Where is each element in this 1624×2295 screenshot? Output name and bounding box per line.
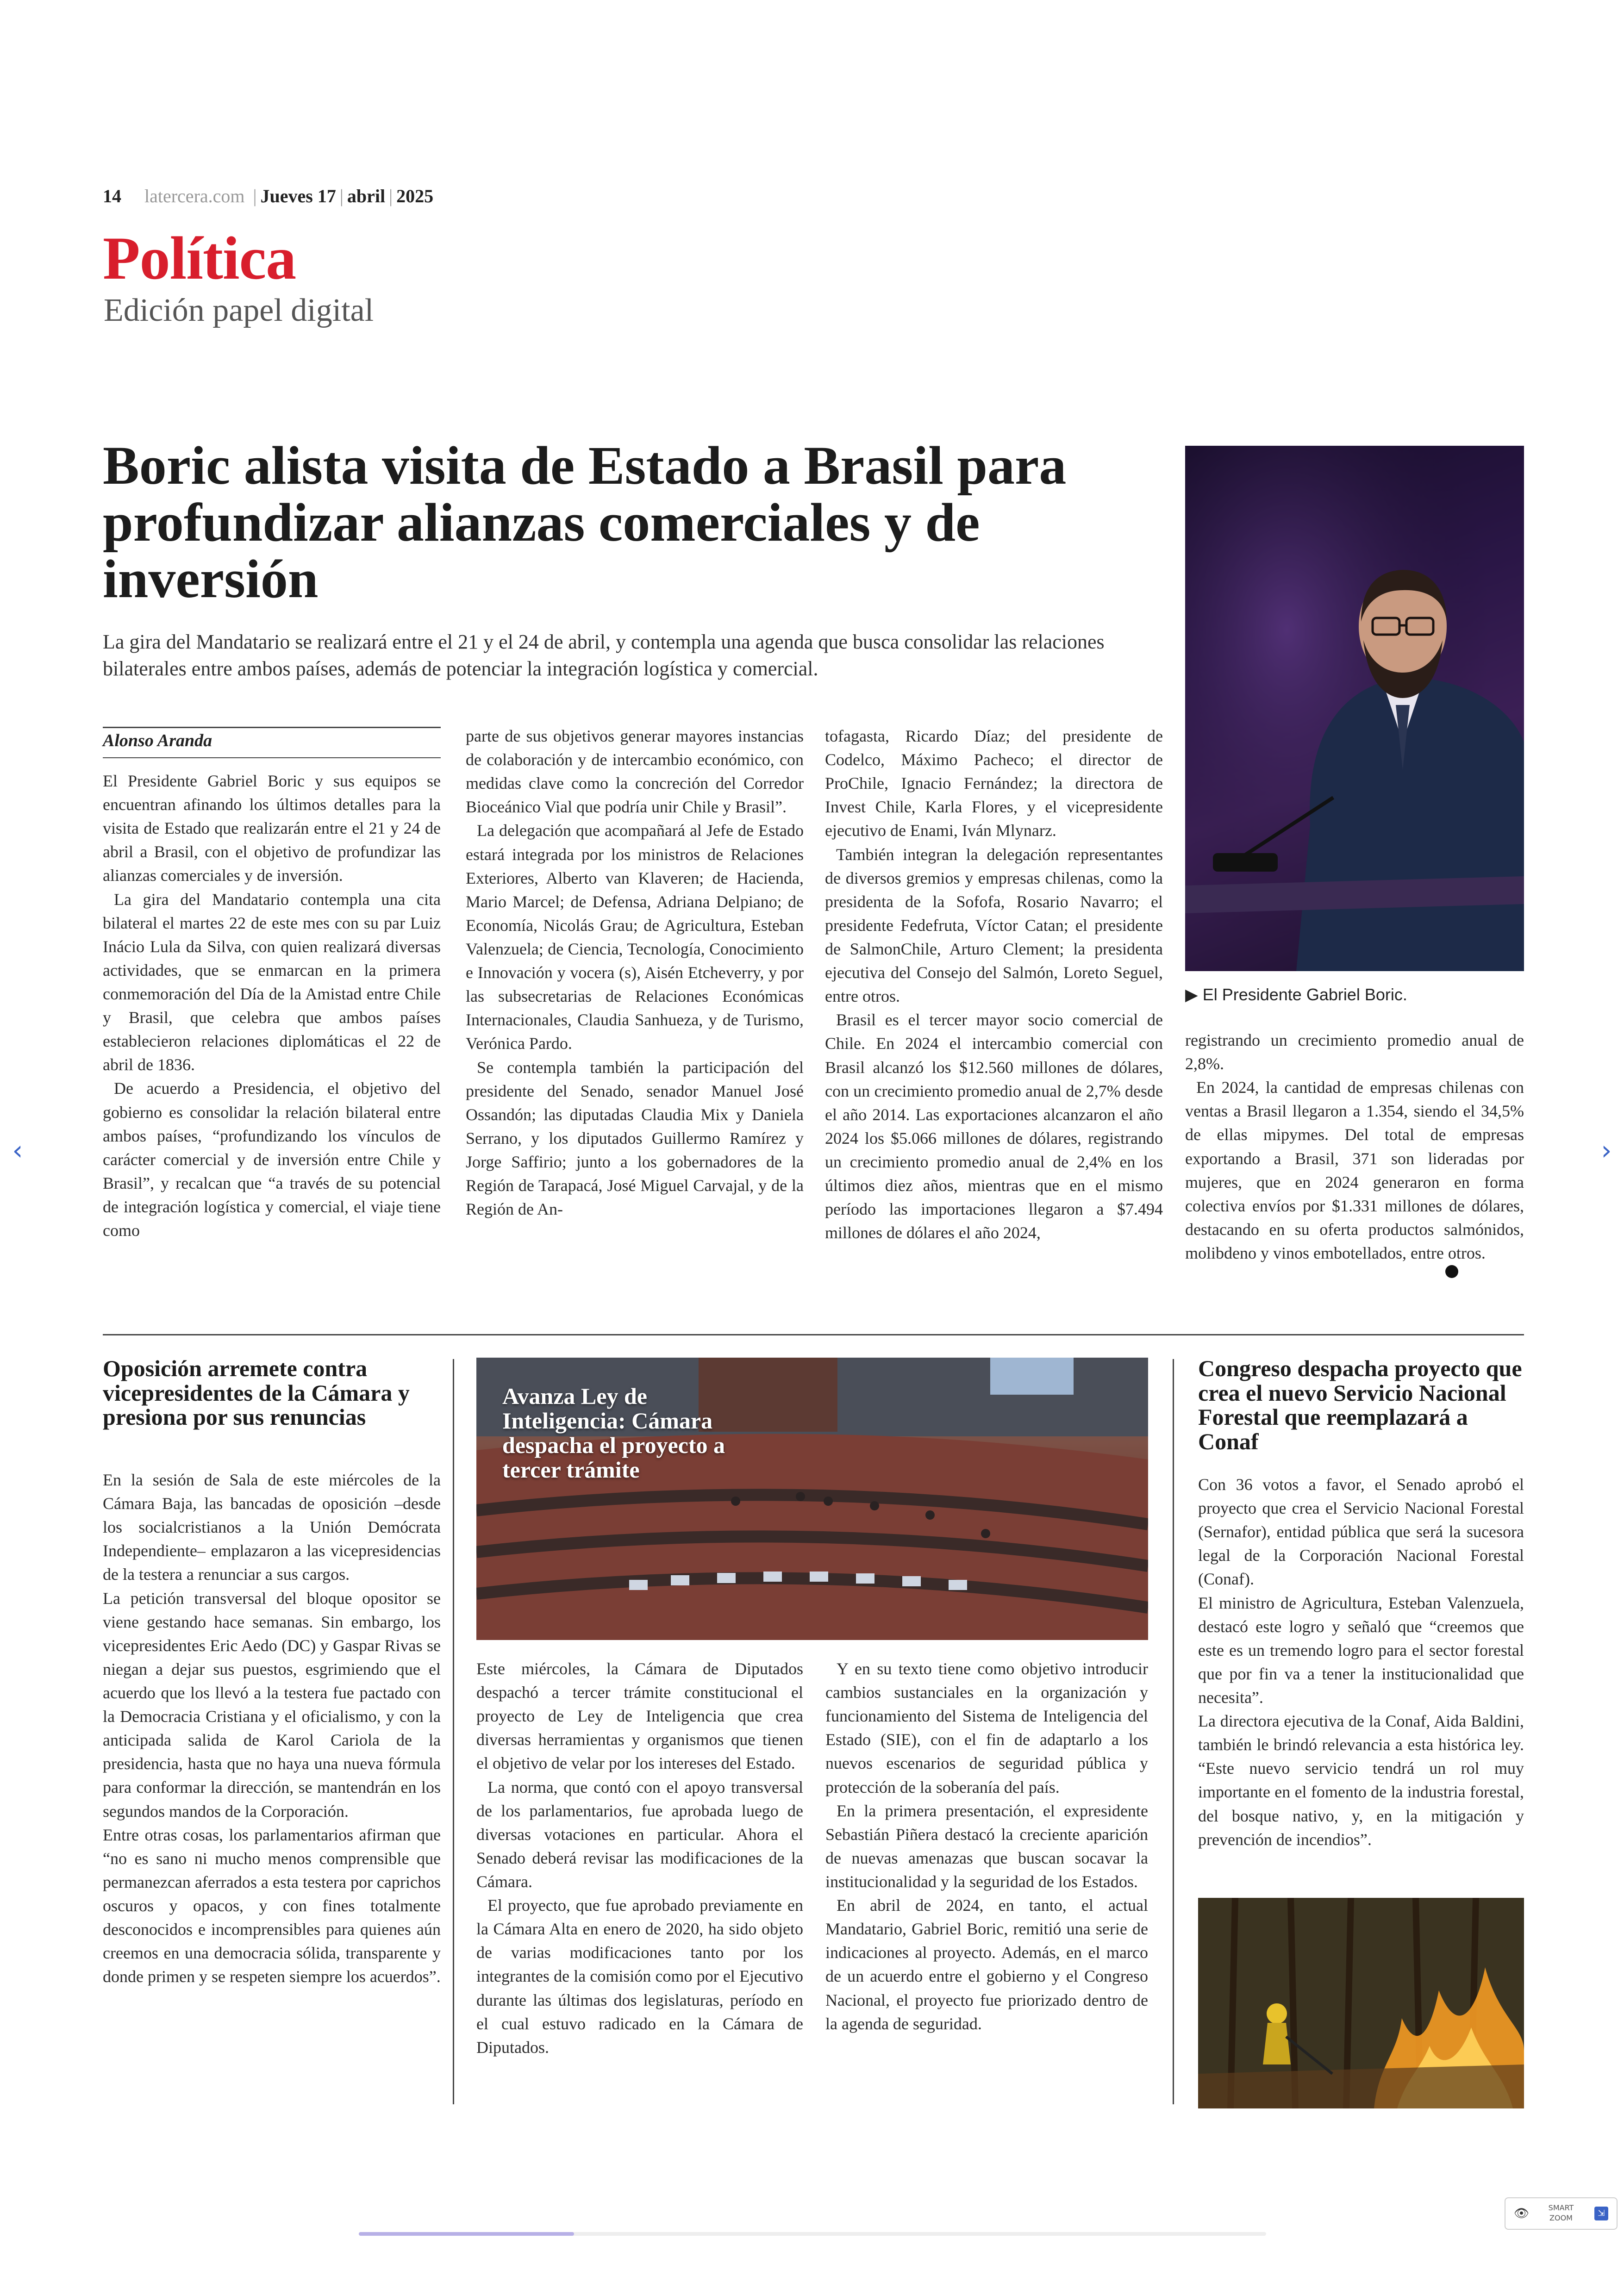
paragraph: La delegación que acompañará al Jefe de Estado estará integrada por los ministros de Relaciones Exteriores, Alberto van Klaveren; de Hacienda, Mario Marcel; de Defensa, Adriana Delpiano; de Economía, Nicolás Grau; de Agricultura, Esteban Valenzuela; de Ciencia, Tecnología, Conocimiento e Innovación y vocera (s), Aisén Etcheverry, y por las subsecretarias de Relaciones Económicas Internacionales, Claudia Sanhueza, y de Turismo, Verónica Pardo. <box>466 821 804 1053</box>
paragraph: El proyecto, que fue aprobado previamente en la Cámara Alta en enero de 2020, ha sido objeto de varias modificaciones tanto por los integrantes de la comisión como por el Ejecutivo durante las últimas dos legislaturas, período en el cual estuvo radicado en la Cámara de Diputados. <box>476 1896 803 2057</box>
forest-fire-photo <box>1198 1898 1524 2108</box>
site-name: latercera.com <box>144 186 245 206</box>
main-headline: Boric alista visita de Estado a Brasil para profundizar alianzas comerciales y de inversión <box>103 435 1067 610</box>
byline: Alonso Aranda <box>103 731 212 750</box>
page-scroll-thumb[interactable] <box>359 2232 574 2236</box>
paragraph: parte de sus objetivos generar mayores instancias de colaboración y de intercambio económico, con medidas clave como la concreción del Corredor Bioceánico Vial que podría unir Chile y Brasil”. <box>466 727 804 817</box>
paragraph: tofagasta, Ricardo Díaz; del presidente de Codelco, Máximo Pacheco; el director de ProChile, Ignacio Fernández; la directora de Invest Chile, Karla Flores, y el vicepresidente ejecutivo de Enami, Iván Mlynarz. <box>825 727 1163 840</box>
paragraph: registrando un crecimiento promedio anual de 2,8%. <box>1185 1031 1524 1073</box>
paragraph: Este miércoles, la Cámara de Diputados despachó a tercer trámite constitucional el proyecto de Ley de Inteligencia que crea diversas herramientas y organismos que tienen el objetivo de velar por los intereses del Estado. <box>476 1659 803 1773</box>
paragraph: En abril de 2024, en tanto, el actual Mandatario, Gabriel Boric, remitió una serie de indicaciones al proyecto. Además, en el marco de un acuerdo entre el gobierno y el Congreso Nacional, el proyecto fue priorizado dentro de la agenda de seguridad. <box>825 1896 1148 2033</box>
main-column-3 <box>825 724 1163 1245</box>
paragraph: Con 36 votos a favor, el Senado aprobó el proyecto que crea el Servicio Nacional Forestal (Sernafor), entidad pública que será la sucesora legal de la Corporación Nacional Forestal (Conaf). <box>1198 1475 1524 1589</box>
next-page-arrow[interactable]: › <box>1601 1135 1612 1166</box>
boric-photo <box>1185 446 1524 971</box>
main-column-2 <box>466 724 804 1221</box>
inteligencia-column-2 <box>825 1657 1148 2036</box>
main-column-4 <box>1185 1029 1524 1265</box>
paragraph: El Presidente Gabriel Boric y sus equipos se encuentran afinando los últimos detalles para la visita de Estado que realizarán entre el 21 y 24 de abril a Brasil, con el objetivo de profundizar las alianzas comerciales y de inversión. <box>103 772 441 885</box>
section-divider <box>103 1334 1524 1335</box>
paragraph: De acuerdo a Presidencia, el objetivo del gobierno es consolidar la relación bilateral entre ambos países, “profundizando los vínculos de carácter comercial y de inversión entre Chile y Brasil”, y recalcan que “a través de su potencial de integración logística y comercial, el viaje tiene como <box>103 1079 441 1240</box>
byline-rule-bottom <box>103 757 441 758</box>
forestal-headline: Congreso despacha proyecto que crea el nuevo Servicio Nacional Forestal que reemplazará a Conaf <box>1198 1355 1522 1454</box>
byline-rule-top <box>103 727 441 728</box>
oposicion-headline: Oposición arremete contra vicepresidentes de la Cámara y presiona por sus renuncias <box>103 1355 410 1430</box>
smart-zoom-label: SMART ZOOM <box>1548 2203 1574 2222</box>
caption-text: El Presidente Gabriel Boric. <box>1202 985 1407 1004</box>
column-rule-right <box>1173 1359 1174 2104</box>
keyboard-key-icon: ⇲ <box>1594 2207 1608 2220</box>
page-number: 14 <box>103 186 121 206</box>
date-month: abril <box>347 186 386 206</box>
smart-zoom-button[interactable] <box>1505 2197 1618 2230</box>
section-title: Política <box>103 224 296 292</box>
inteligencia-column-1 <box>476 1657 803 2059</box>
forestal-body <box>1198 1473 1524 1852</box>
forest-fire-illustration <box>1198 1898 1524 2108</box>
boric-photo-illustration <box>1185 446 1524 971</box>
paragraph: La directora ejecutiva de la Conaf, Aida Baldini, también le brindó relevancia a esta histórica ley. “Este nuevo servicio tendrá un rol muy importante en el fomento de la industria forestal, del bosque nativo, y, en la mitigación y prevención de incendios”. <box>1198 1712 1524 1849</box>
page-header: 14 latercera.com | Jueves 17 | abril | 2025 <box>103 186 434 206</box>
boric-photo-caption <box>1185 985 1407 1004</box>
eye-icon: 👁 <box>1514 2207 1530 2220</box>
paragraph: La petición transversal del bloque opositor se viene gestando hace semanas. Sin embargo, los vicepresidentes Eric Aedo (DC) y Gaspar Rivas se niegan a dejar sus puestos, esgrimiendo que el acuerdo que los llevó a la testera fue pactado con la Democracia Cristiana y el oficialismo, y con la anticipada salida de Karol Cariola de la presidencia, hasta que no haya una nueva fórmula para conformar la dirección, se mantendrán en los segundos mandos de la Corporación. <box>103 1589 441 1821</box>
prev-page-arrow[interactable]: ‹ <box>12 1135 23 1166</box>
end-mark-icon <box>1445 1265 1458 1278</box>
paragraph: Entre otras cosas, los parlamentarios afirman que “no es sano ni mucho menos comprensible que permanezcan aferrados a esta testera por caprichos oscuros y opacos, y con fines totalmente desconocidos e incomprensibles para quienes aún creemos en una democracia sólida, transparente y donde primen y se respeten siempre los acuerdos”. <box>103 1825 441 1986</box>
paragraph: Se contempla también la participación del presidente del Senado, senador Manuel José Ossandón; las diputadas Claudia Mix y Daniela Serrano, y los diputados Guillermo Ramírez y Jorge Saffirio; junto a los gobernadores de la Región de Tarapacá, José Miguel Carvajal, y de la Región de An- <box>466 1058 804 1219</box>
camara-photo-title: Avanza Ley de Inteligencia: Cámara despacha el proyecto a tercer trámite <box>502 1383 725 1483</box>
paragraph: Brasil es el tercer mayor socio comercial de Chile. En 2024 el intercambio comercial con Brasil alcanzó los $12.560 millones de dólares, con un crecimiento promedio anual de 2,7% desde el año 2014. Las exportaciones alcanzaron el año 2024 los $5.066 millones de dólares, registrando un crecimiento promedio anual de 2,4% en los últimos diez años, mientras que en el mismo período las importaciones llegaron a $7.494 millones de dólares el año 2024, <box>825 1010 1163 1242</box>
paragraph: En 2024, la cantidad de empresas chilenas con ventas a Brasil llegaron a 1.354, siendo el 34,5% de ellas mipymes. Del total de empresas exportando a Brasil, 371 son lideradas por mujeres, que en 2024 generaron en forma colectiva envíos por $1.331 millones de dólares, destacando en su oferta productos salmónidos, molibdeno y vinos embotellados, entre otros. <box>1185 1078 1524 1262</box>
paragraph: La gira del Mandatario contempla una cita bilateral el martes 22 de este mes con su par Luiz Inácio Lula da Silva, con quien realizará diversas actividades, que se enmarcan en la primera conmemoración del Día de la Amistad entre Chile y Brasil, que celebra que ambos países establecieron relaciones diplomáticas el 22 de abril de 1836. <box>103 890 441 1074</box>
oposicion-body <box>103 1468 441 1989</box>
date-year: 2025 <box>396 186 434 206</box>
date-day: Jueves 17 <box>260 186 336 206</box>
column-rule-left <box>453 1359 454 2104</box>
paragraph: En la primera presentación, el expresidente Sebastián Piñera destacó la creciente aparición de nuevas amenazas que buscan socavar la institucionalidad y la seguridad de los Estados. <box>825 1801 1148 1891</box>
paragraph: El ministro de Agricultura, Esteban Valenzuela, destacó este logro y señaló que “creemos que este es un tremendo logro para el sector forestal que por fin va a tener la institucionalidad que necesita”. <box>1198 1593 1524 1707</box>
paragraph: En la sesión de Sala de este miércoles de la Cámara Baja, las bancadas de oposición –desde los socialcristianos a la Unión Demócrata Independiente– emplazaron a las vicepresidencias de la testera a renunciar a sus cargos. <box>103 1471 441 1584</box>
paragraph: También integran la delegación representantes de diversos gremios y empresas chilenas, como la presidenta de la Sofofa, Rosario Navarro; el presidente Fedefruta, Víctor Catan; el presidente de SalmonChile, Arturo Clement; la presidenta ejecutiva del Consejo del Salmón, Loreto Seguel, entre otros. <box>825 845 1163 1006</box>
main-column-1 <box>103 769 441 1242</box>
paragraph: La norma, que contó con el apoyo transversal de los parlamentarios, fue aprobada luego de diversas votaciones en particular. Ahora el Senado deberá revisar las modificaciones de la Cámara. <box>476 1777 803 1891</box>
caption-arrow-icon: ▶ <box>1185 985 1198 1004</box>
edition-label: Edición papel digital <box>104 293 374 328</box>
main-lede: La gira del Mandatario se realizará entre el 21 y el 24 de abril, y contempla una agenda que busca consolidar las relaciones bilaterales entre ambos países, además de potenciar la integración logística y comercial. <box>103 630 1105 680</box>
paragraph: Y en su texto tiene como objetivo introducir cambios sustanciales en la organización y funcionamiento del Sistema de Inteligencia del Estado (SIE), con el fin de adaptarlo a los nuevos escenarios de seguridad pública y protección de la soberanía del país. <box>825 1659 1148 1796</box>
